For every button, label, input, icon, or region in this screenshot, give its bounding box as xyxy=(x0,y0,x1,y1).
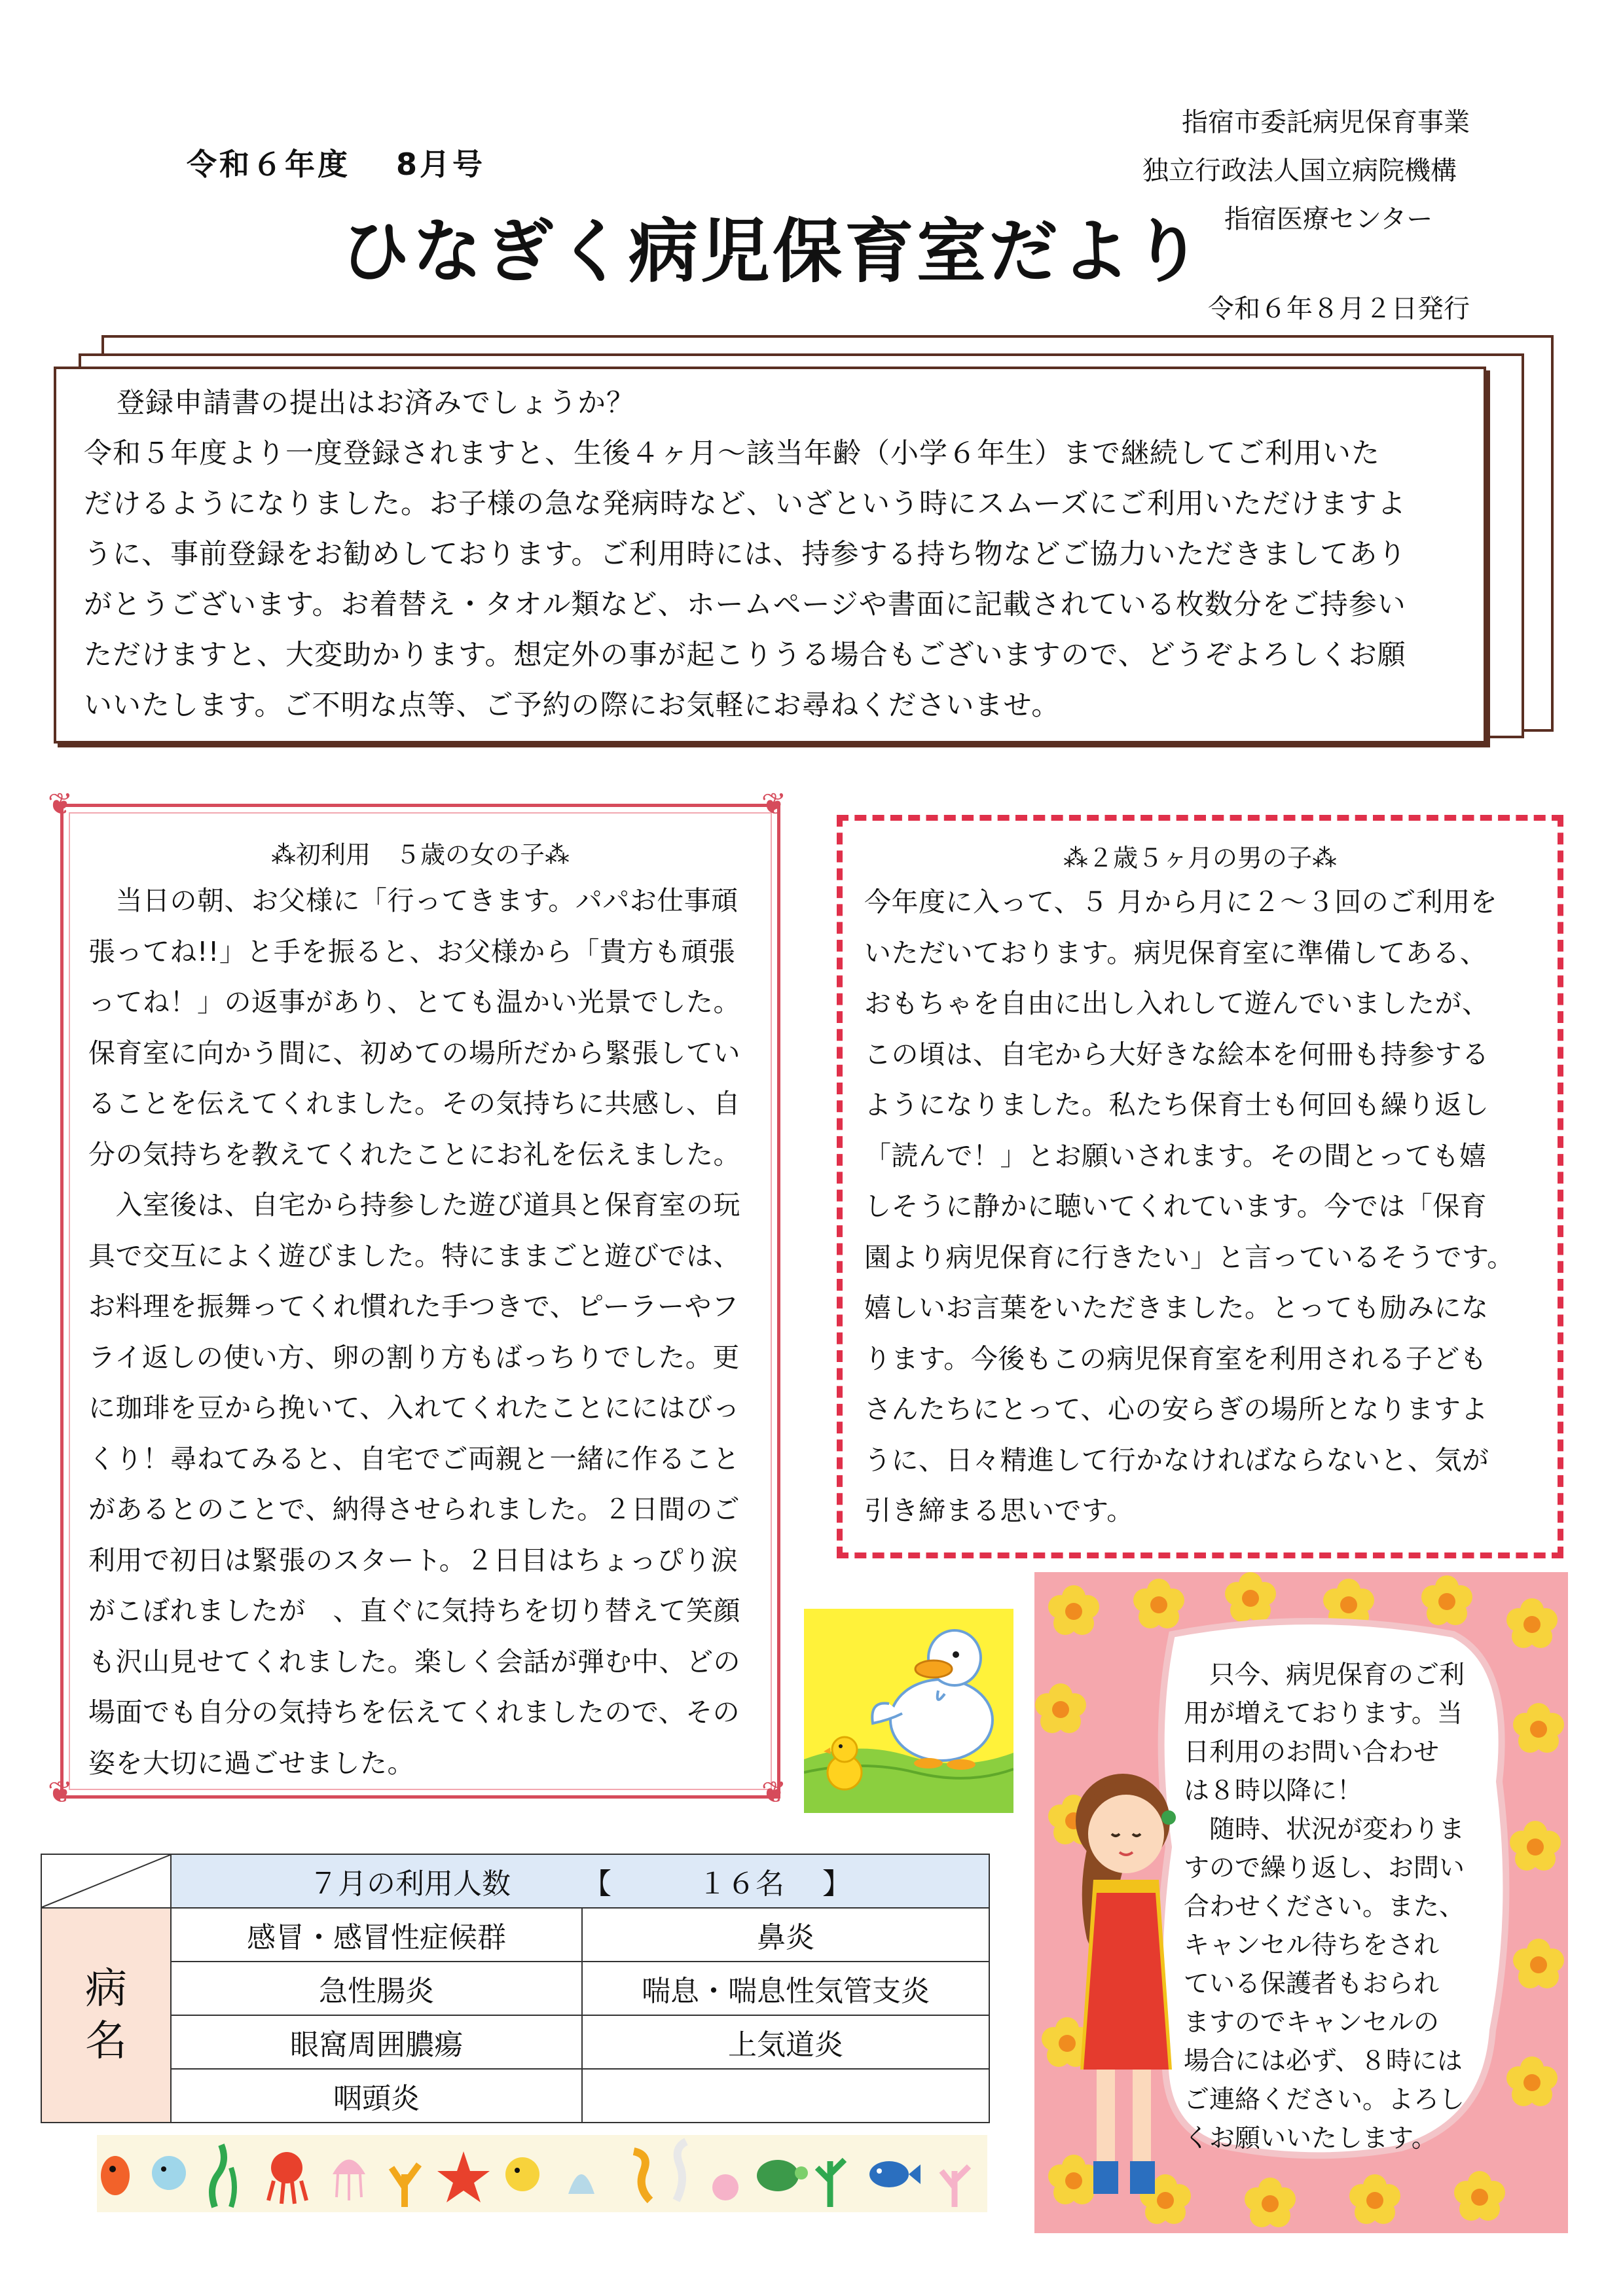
ribbon-bow-icon: ❦ xyxy=(47,1774,73,1810)
story1-line: 場面でも自分の気持ちを伝えてくれましたので、その xyxy=(88,1696,740,1728)
story1-line: 利用で初日は緊張のスタート。２日目はちょっぴり涙 xyxy=(88,1544,739,1576)
notice-line: 登録申請書の提出はお済みでしょうか？ xyxy=(117,387,635,420)
story1-body xyxy=(88,876,759,1789)
story2-line: さんたちにとって、心の安らぎの場所となりますよ xyxy=(864,1393,1488,1425)
publisher-line: 独立行政法人国立病院機構 xyxy=(1142,156,1457,186)
disease-cell: 咽頭炎 xyxy=(170,2068,583,2123)
story1-line: ることを伝えてくれました。その気持ちに共感し、自 xyxy=(88,1088,740,1119)
story1-line: がこぼれましたが 、直ぐに気持ちを切り替えて笑顔 xyxy=(88,1595,740,1626)
story1-line: 具で交互によく遊びました。特にままごと遊びでは、 xyxy=(88,1240,740,1272)
usage-count-header: ７月の利用人数 【 １６名 】 xyxy=(170,1854,990,1909)
notice-card-line: 日利用のお問い合わせ xyxy=(1184,1738,1440,1767)
issue-date: 令和６年８月２日発行 xyxy=(1208,294,1470,324)
story1-line: 張ってね!!」と手を振ると、お父様から「貴方も頑張 xyxy=(88,935,736,967)
notice-text xyxy=(84,378,1472,731)
disease-cell xyxy=(581,2068,990,2123)
disease-cell: 鼻炎 xyxy=(581,1907,990,1962)
story1-line: に珈琲を豆から挽いて、入れてくれたことににはびっ xyxy=(88,1392,740,1424)
story2-line: この頃は、自宅から大好きな絵本を何冊も持参する xyxy=(864,1038,1489,1070)
disease-label-char: 名 xyxy=(85,2017,127,2066)
story1-line: 保育室に向かう間に、初めての場所だから緊張してい xyxy=(88,1037,740,1069)
story1-line: 当日の朝、お父様に「行ってきます。パパお仕事頑 xyxy=(88,885,739,916)
usage-table xyxy=(41,1854,990,2123)
disease-cell: 感冒・感冒性症候群 xyxy=(170,1907,583,1962)
fish-icon xyxy=(101,2156,130,2195)
disease-cell: 上気道炎 xyxy=(581,2015,990,2070)
story2-line: ようになりました。私たち保育士も何回も繰り返し xyxy=(864,1089,1489,1121)
notice-line: うに、事前登録をお勧めしております。ご利用時には、持参する持ち物などご協力いただきましてあり xyxy=(84,538,1407,571)
notice-line: 令和５年度より一度登録されますと、生後４ヶ月～該当年齢（小学６年生）まで継続してご利用いた xyxy=(84,437,1380,470)
table-corner-cell xyxy=(41,1854,172,1909)
notice-line: いいたします。ご不明な点等、ご予約の際にお気軽にお尋ねくださいませ。 xyxy=(84,689,1061,722)
issue-label: 令和６年度 8月号 xyxy=(187,147,486,182)
story2-line: 「読んで！」とお願いされます。その間とっても嬉 xyxy=(864,1139,1487,1172)
pufferfish-icon xyxy=(152,2156,186,2190)
newsletter-title: ひなぎく病児保育室だより xyxy=(340,211,1205,292)
disease-label-char: 病 xyxy=(85,1965,127,2013)
story2-line: 園より病児保育に行きたい」と言っているそうです。 xyxy=(864,1241,1514,1273)
story1-title: ⁂初利用 ５歳の女の子⁂ xyxy=(270,840,570,869)
notice-card-line: キャンセル待ちをされ xyxy=(1184,1931,1440,1960)
publisher-line: 指宿市委託病児保育事業 xyxy=(1182,107,1470,137)
sea-creatures-strip xyxy=(97,2135,987,2212)
ribbon-bow-icon: ❦ xyxy=(47,786,73,821)
story2-line: いただいております。病児保育室に準備してある、 xyxy=(864,937,1487,969)
notice-card-text xyxy=(1184,1656,1491,2158)
story2-line: 引き締まる思いです。 xyxy=(864,1495,1134,1526)
story2-line: 今年度に入って、５ 月から月に２～３回のご利用を xyxy=(864,886,1498,918)
story1-line: があるとのことで、納得させられました。２日間のご xyxy=(88,1494,740,1525)
story1-line: ライ返しの使い方、卵の割り方もばっちりでした。更 xyxy=(88,1341,740,1373)
story2-body xyxy=(864,877,1539,1537)
notice-card-line: 合わせください。また、 xyxy=(1184,1892,1465,1922)
story1-line: お料理を振舞ってくれ慣れた手つきで、ピーラーやフ xyxy=(88,1291,739,1322)
duck-illustration xyxy=(804,1609,1013,1813)
story2-title: ⁂２歳５ヶ月の男の子⁂ xyxy=(1063,844,1337,872)
notice-card-line: 場合には必ず、８時には xyxy=(1184,2047,1463,2076)
shell-icon xyxy=(712,2174,739,2200)
notice-card-line: すので繰り返し、お問い xyxy=(1184,1854,1465,1883)
story2-line: ります。今後もこの病児保育室を利用される子ども xyxy=(864,1342,1487,1374)
story2-line: おもちゃを自由に出し入れして遊んでいましたが、 xyxy=(864,988,1489,1019)
ribbon-bow-icon: ❦ xyxy=(761,1774,787,1810)
disease-cell: 急性腸炎 xyxy=(170,1961,583,2016)
story2-line: しそうに静かに聴いてくれています。今では「保育 xyxy=(864,1191,1487,1222)
notice-card-line: 只今、病児保育のご利 xyxy=(1184,1660,1465,1690)
story1-line: も沢山見せてくれました。楽しく会話が弾む中、どの xyxy=(88,1645,740,1677)
disease-label-cell xyxy=(41,1907,172,2123)
story1-line: ってね！」の返事があり、とても温かい光景でした。 xyxy=(88,986,740,1018)
story1-line: 入室後は、自宅から持参した遊び道具と保育室の玩 xyxy=(88,1189,740,1221)
notice-card-line: ご連絡ください。よろし xyxy=(1184,2085,1465,2115)
notice-line: ただけますと、大変助かります。想定外の事が起こりうる場合もございますので、どうぞよろしくお願 xyxy=(84,639,1406,672)
story2-line: 嬉しいお言葉をいただきました。とっても励みにな xyxy=(864,1292,1489,1323)
story1-line: 姿を大切に過ごせました。 xyxy=(88,1747,414,1779)
disease-cell: 眼窩周囲膿瘍 xyxy=(170,2015,583,2070)
story2-line: うに、日々精進して行かなければならないと、気が xyxy=(864,1444,1489,1476)
notice-card-line: は８時以降に！ xyxy=(1184,1776,1363,1806)
notice-line: がとうございます。お着替え・タオル類など、ホームページや書面に記載されている枚数分をご持参い xyxy=(84,588,1406,621)
publisher-block xyxy=(1142,98,1548,243)
notice-card-line: ている保護者もおられ xyxy=(1184,1969,1440,1999)
disease-cell: 喘息・喘息性気管支炎 xyxy=(581,1961,990,2016)
notice-card-line: くお願いいたします。 xyxy=(1184,2124,1437,2153)
notice-card-line: 用が増えております。当 xyxy=(1184,1699,1463,1729)
ribbon-bow-icon: ❦ xyxy=(761,786,787,821)
notice-card-line: 随時、状況が変わりま xyxy=(1184,1815,1465,1844)
publisher-line: 指宿医療センター xyxy=(1224,204,1433,234)
story1-line: 分の気持ちを教えてくれたことにお礼を伝えました。 xyxy=(88,1138,740,1170)
notice-line: だけるようになりました。お子様の急な発病時など、いざという時にスムーズにご利用いただけますよ xyxy=(84,488,1406,520)
story1-line: くり！尋ねてみると、自宅でご両親と一緒に作ること xyxy=(88,1443,740,1475)
blowfish-icon xyxy=(505,2157,539,2191)
notice-card-line: ますのでキャンセルの xyxy=(1184,2008,1440,2037)
diagonal-line-icon xyxy=(42,1855,170,1907)
